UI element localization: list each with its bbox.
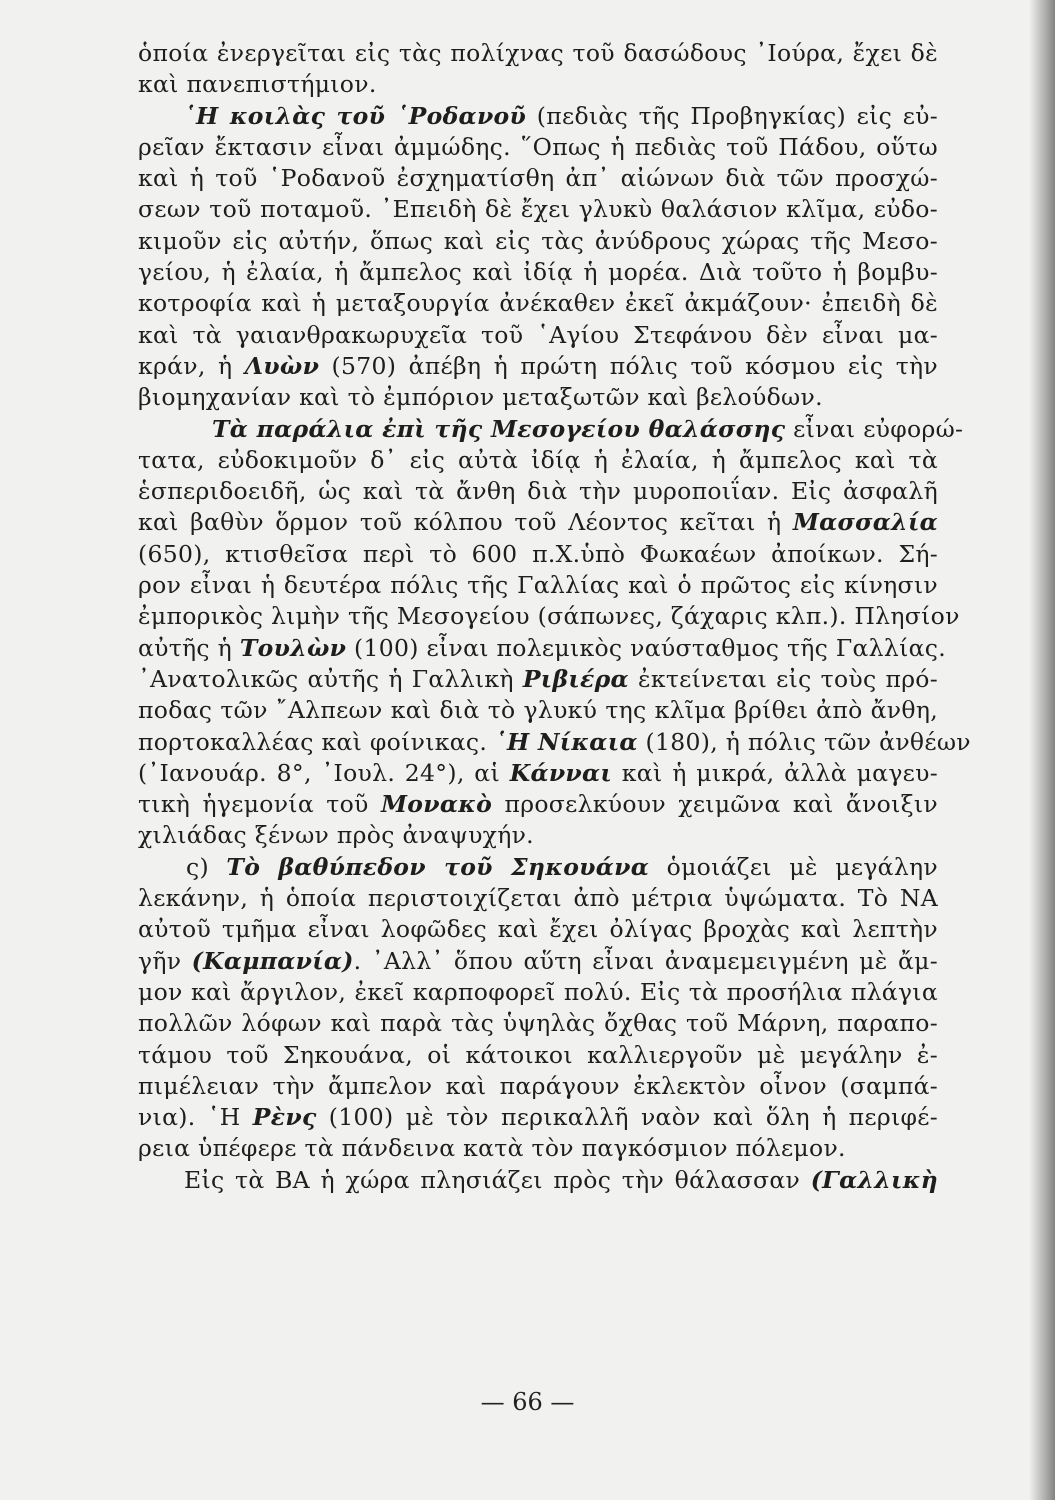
text-span: ρον εἶναι ἡ δευτέρα πόλις τῆς Γαλλίας καὶ ὁ πρῶτος εἰς κίνησιν [138,571,938,600]
text-span: μον καὶ ἄργιλον, ἐκεῖ καρποφορεῖ πολύ. Εἰς τὰ προσήλια πλάγια [138,977,938,1006]
text-span: (570) ἀπέβη ἡ πρώτη πόλις τοῦ κόσμου εἰς τὴν [319,351,938,380]
text-span: ποδας τῶν ῎Αλπεων καὶ διὰ τὸ γλυκύ της κλῖμα βρίθει ἀπὸ ἄνθη, [138,696,938,725]
text-line [138,914,938,945]
text-line [138,476,938,507]
text-line [138,1133,938,1164]
text-line [138,445,938,476]
emphasis-text: ῾Η κοιλὰς τοῦ ῾Ροδανοῦ [184,101,527,130]
text-span: σεων τοῦ ποταμοῦ. ᾿Επειδὴ δὲ ἔχει γλυκὺ θαλάσιον κλῖμα, εὐδο- [138,195,938,224]
emphasis-text: Τὰ παράλια ἐπὶ τῆς Μεσογείου θαλάσσης [212,414,786,443]
text-span: τικὴ ἡγεμονία τοῦ [138,790,381,819]
text-span: ρεια ὑπέφερε τὰ πάνδεινα κατὰ τὸν παγκόσμιον πόλεμον. [138,1134,846,1163]
text-line [138,101,938,132]
text-span: τατα, εὐδοκιμοῦν δ᾽ εἰς αὐτὰ ἰδίᾳ ἡ ἐλαία, ἡ ἄμπελος καὶ τὰ [138,445,938,474]
text-span: χιλιάδας ξένων πρὸς ἀναψυχήν. [138,821,534,850]
text-line [138,288,938,319]
text-span: αὐτοῦ τμῆμα εἶναι λοφῶδες καὶ ἔχει ὀλίγας βροχὰς καὶ λεπτὴν [138,915,938,944]
emphasis-text: Τὸ βαθύπεδον τοῦ Σηκουάνα [226,852,650,881]
text-span: ς) [186,852,227,881]
text-span: κοτροφία καὶ ἡ μεταξουργία ἀνέκαθεν ἐκεῖ ἀκμάζουν· ἐπειδὴ δὲ [138,289,938,318]
text-span: κράν, ἡ [138,351,245,380]
text-span: τάμου τοῦ Σηκουάνα, οἱ κάτοικοι καλλιεργοῦν μὲ μεγάλην ἐ- [138,1040,938,1069]
text-span: πολλῶν λόφων καὶ παρὰ τὰς ὑψηλὰς ὄχθας τοῦ Μάρνη, παραπο- [138,1009,938,1038]
text-span: ἐμπορικὸς λιμὴν τῆς Μεσογείου (σάπωνες, ζάχαρις κλπ.). Πλησίον [138,602,960,631]
emphasis-text: Ρὲνς [252,1103,317,1132]
text-span: καὶ βαθὺν ὅρμον τοῦ κόλπου τοῦ Λέοντος κεῖται ἡ [138,508,793,537]
text-span: ἑσπεριδοειδῆ, ὡς καὶ τὰ ἄνθη διὰ τὴν μυροποιΐαν. Εἰς ἀσφαλῆ [138,477,938,506]
text-line [138,695,938,726]
emphasis-text: Κάνναι [509,758,613,787]
text-span: (100) εἶναι πολεμικὸς ναύσταθμος τῆς Γαλλίας. [346,633,946,662]
text-span: κιμοῦν εἰς αὐτήν, ὅπως καὶ εἰς τὰς ἀνύδρους χώρας τῆς Μεσο- [138,226,938,255]
text-line [138,1040,938,1071]
text-span: ᾿Ανατολικῶς αὐτῆς ἡ Γαλλικὴ [138,664,523,693]
text-span: καὶ τὰ γαιανθρακωρυχεῖα τοῦ ῾Αγίου Στεφάνου δὲν εἶναι μα- [138,320,938,349]
text-span: ρεῖαν ἔκτασιν εἶναι ἀμμώδης. ῞Οπως ἡ πεδιὰς τοῦ Πάδου, οὕτω [138,132,938,161]
text-line [138,820,938,851]
emphasis-text: ῾Η Νίκαια [494,727,638,756]
text-line [138,163,938,194]
text-span: καὶ πανεπιστήμιον. [138,70,377,99]
text-line [138,1102,938,1133]
text-span: γείου, ἡ ἐλαία, ἡ ἄμπελος καὶ ἰδίᾳ ἡ μορέα. Διὰ τοῦτο ἡ βομβυ- [138,258,938,287]
text-span: ὁποία ἐνεργεῖται εἰς τὰς πολίχνας τοῦ δασώδους ᾿Ιούρα, ἔχει δὲ [138,39,938,67]
emphasis-text: Λυὼν [244,351,320,380]
text-line [138,132,938,163]
text-span: ἐκτείνεται εἰς τοὺς πρό- [628,664,938,693]
text-line [138,257,938,288]
emphasis-text: Μασσαλία [792,508,938,537]
text-line [138,1008,938,1039]
text-span: βιομηχανίαν καὶ τὸ ἐμπόριον μεταξωτῶν καὶ βελούδων. [138,383,823,412]
page-body [138,38,971,1196]
text-span: νια). ῾Η [138,1103,253,1132]
text-span: πορτοκαλλέας καὶ φοίνικας. [138,727,495,756]
text-line [138,69,938,100]
text-line [138,601,960,632]
text-span: (180), ἡ πόλις τῶν ἀνθέων [637,727,971,756]
text-line [138,1071,938,1102]
emphasis-text: (Καμπανία) [191,946,354,975]
text-line [138,664,938,695]
text-span: λεκάνην, ἡ ὁποία περιστοιχίζεται ἀπὸ μέτρια ὑψώματα. Τὸ ΝΑ [138,884,938,913]
text-line [138,727,971,758]
text-line [138,194,938,225]
text-span: (100) μὲ τὸν περικαλλῆ ναὸν καὶ ὅλη ἡ περιφέ- [316,1103,938,1132]
text-line [138,883,938,914]
text-span: προσελκύουν χειμῶνα καὶ ἄνοιξιν [492,790,938,819]
text-line [138,1165,938,1196]
text-span: (650), κτισθεῖσα περὶ τὸ 600 π.Χ.ὑπὸ Φωκαέων ἀποίκων. Σή- [138,539,938,568]
page-edge-shadow [1029,0,1055,1500]
text-span: αὐτῆς ἡ [138,633,240,662]
text-span: Εἰς τὰ ΒΑ ἡ χώρα πλησιάζει πρὸς τὴν θάλασσαν [184,1165,811,1194]
text-line [138,226,938,257]
text-span: πιμέλειαν τὴν ἄμπελον καὶ παράγουν ἐκλεκτὸν οἶνον (σαμπά- [138,1071,938,1100]
page-number: — 66 — [480,1388,575,1416]
text-span: καὶ ἡ τοῦ ῾Ροδανοῦ ἐσχηματίσθη ἀπ᾽ αἰώνων διὰ τῶν προσχώ- [138,164,938,193]
text-span: γῆν [138,946,192,975]
text-line [138,539,938,570]
text-span: (᾿Ιανουάρ. 8°, ᾿Ιουλ. 24°), αἱ [138,758,510,787]
text-line [138,946,938,977]
emphasis-text: Ριβιέρα [522,664,629,693]
text-line [138,852,938,883]
text-span: καὶ ἡ μικρά, ἀλλὰ μαγευ- [612,758,938,787]
emphasis-text: (Γαλλικὴ [810,1165,938,1194]
text-span: εἶναι εὐφορώ- [785,414,964,443]
text-line [138,977,938,1008]
text-line [138,414,964,445]
text-line [138,570,938,601]
text-line [138,38,938,69]
text-span: (πεδιὰς τῆς Προβηγκίας) εἰς εὐ- [526,101,938,130]
emphasis-text: Τουλὼν [239,633,347,662]
text-line [138,758,938,789]
text-line [138,382,938,413]
text-line [138,507,938,538]
text-line [138,320,938,351]
text-line [138,789,938,820]
text-line [138,633,946,664]
text-span: ὁμοιάζει μὲ μεγάλην [649,852,938,881]
emphasis-text: Μονακὸ [380,790,493,819]
text-span: . ᾿Αλλ᾽ ὅπου αὕτη εἶναι ἀναμεμειγμένη μὲ ἄμ- [353,946,938,975]
text-line [138,351,938,382]
